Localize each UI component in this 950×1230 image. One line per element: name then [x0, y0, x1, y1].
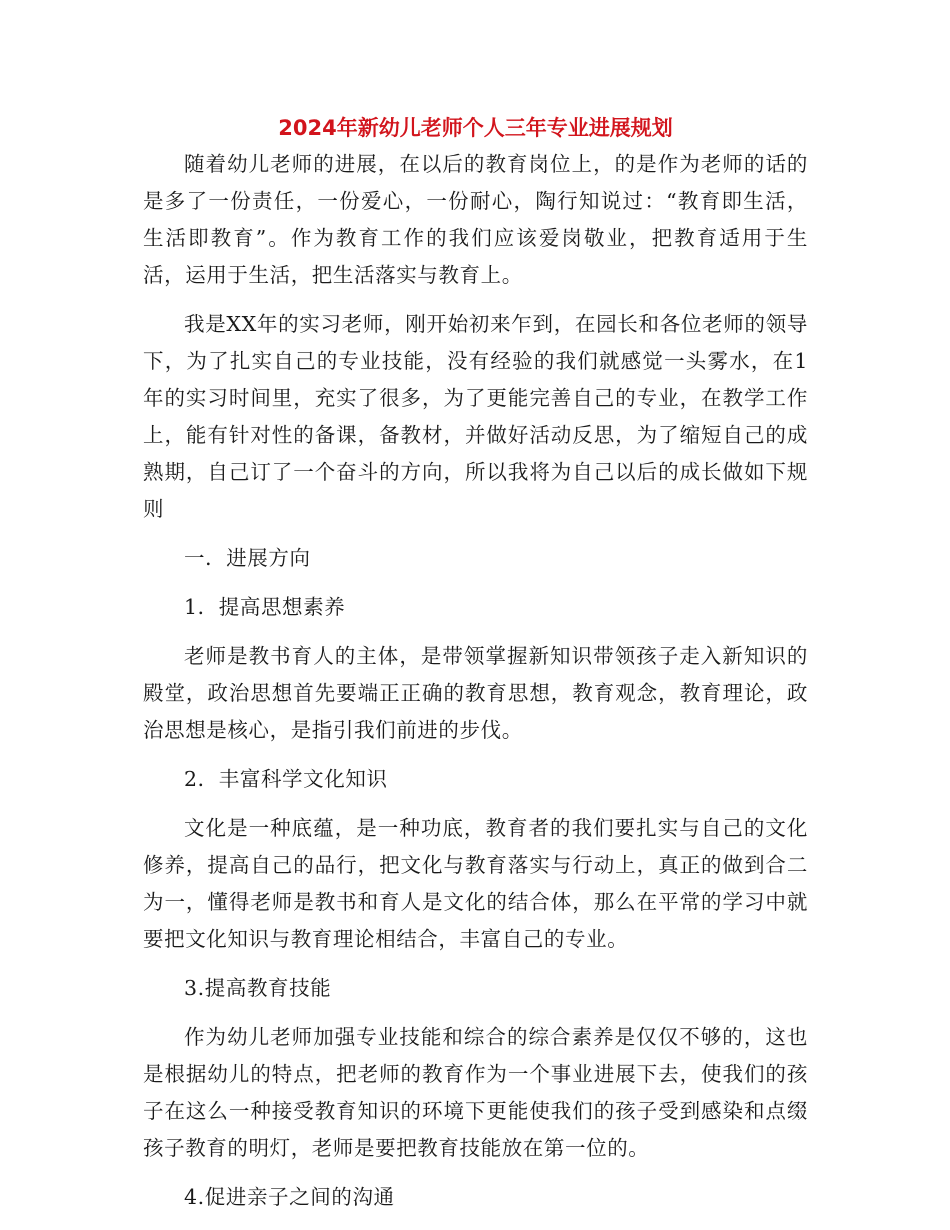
paragraph-subsection-3: 作为幼儿老师加强专业技能和综合的综合素养是仅仅不够的，这也是根据幼儿的特点，把老师的教育作为一个事业进展下去，使我们的孩子在这么一种接受教育知识的环境下更能使我们的孩子受到感染和点缀孩子教育的明灯，老师是要把教育技能放在第一位的。 [143, 1025, 808, 1160]
subsection-heading-3: 3.提高教育技能 [184, 976, 332, 1000]
document-title: 2024年新幼儿老师个人三年专业进展规划 [278, 116, 673, 140]
paragraph-subsection-1: 老师是教书育人的主体，是带领掌握新知识带领孩子走入新知识的殿堂，政治思想首先要端正正确的教育思想，教育观念，教育理论，政治思想是核心，是指引我们前进的步伐。 [143, 644, 808, 742]
subsection-heading-2: 2．丰富科学文化知识 [184, 767, 388, 791]
section-heading-direction: 一．进展方向 [184, 546, 311, 570]
paragraph-subsection-2: 文化是一种底蕴，是一种功底，教育者的我们要扎实与自己的文化修养，提高自己的品行，把文化与教育落实与行动上，真正的做到合二为一，懂得老师是教书和育人是文化的结合体，那么在平常的学习中就要把文化知识与教育理论相结合，丰富自己的专业。 [143, 816, 808, 951]
paragraph-intro: 随着幼儿老师的进展，在以后的教育岗位上，的是作为老师的话的是多了一份责任，一份爱心，一份耐心，陶行知说过：“教育即生活，生活即教育”。作为教育工作的我们应该爱岗敬业，把教育适用于生活，运用于生活，把生活落实与教育上。 [143, 152, 808, 287]
subsection-heading-1: 1．提高思想素养 [184, 595, 346, 619]
document-body [143, 110, 808, 1228]
paragraph-background: 我是XX年的实习老师，刚开始初来乍到，在园长和各位老师的领导下，为了扎实自己的专业技能，没有经验的我们就感觉一头雾水，在1年的实习时间里，充实了很多，为了更能完善自己的专业，在教学工作上，能有针对性的备课，备教材，并做好活动反思，为了缩短自己的成熟期，自己订了一个奋斗的方向，所以我将为自己以后的成长做如下规则 [143, 312, 808, 521]
subsection-heading-4: 4.促进亲子之间的沟通 [184, 1185, 395, 1209]
